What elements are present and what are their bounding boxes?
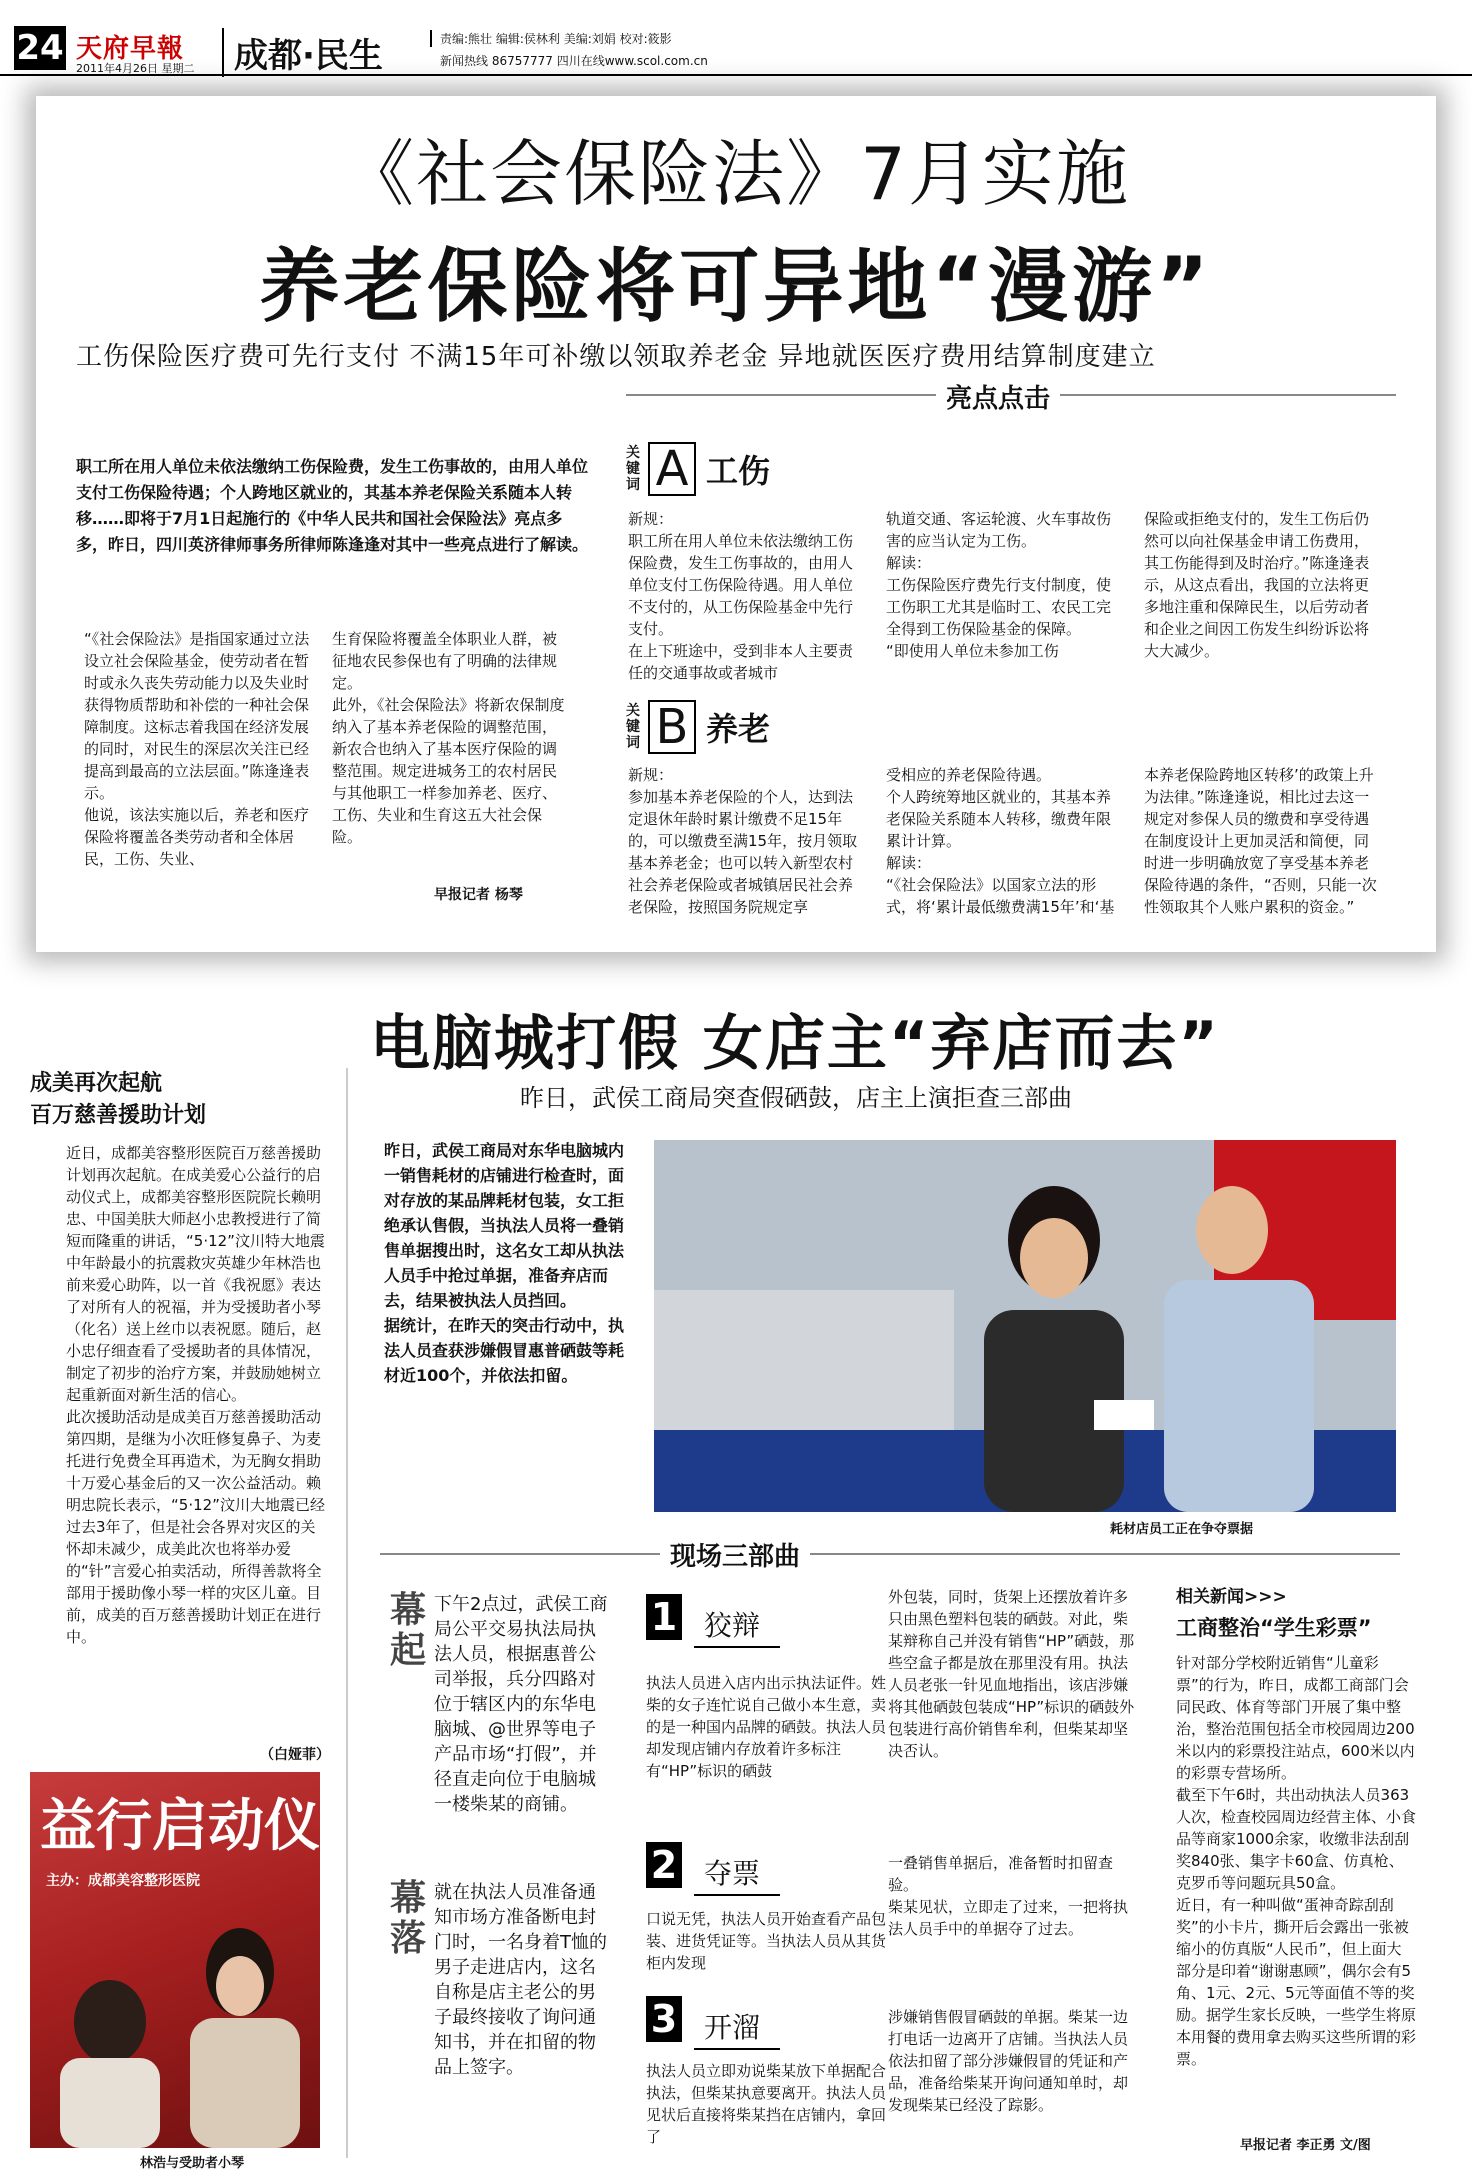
closing-label: 幕落 <box>390 1877 427 1959</box>
related-news-title: 工商整治“学生彩票” <box>1176 1616 1372 1640</box>
feature-intro-col1: “《社会保险法》是指国家通过立法设立社会保险基金，使劳动者在暂时或永久丧失劳动能力以及失业时获得物质帮助和补偿的一种社会保障制度。这标志着我国在经济发展的同时，对民生的深层次关注已经提高到最高的立法层面。”陈逢逢表示。 他说，该法实施以后，养老和医疗保险将覆盖各类劳动者和全体居民，工伤、失业、 <box>84 630 310 868</box>
sidebar-photo <box>30 1772 320 2148</box>
shop-scene <box>654 1140 1396 1512</box>
feature-subtitle: 工伤保险医疗费可先行支付 不满15年可补缴以领取养老金 异地就医医疗费用结算制度建立 <box>76 342 1156 372</box>
feature-lead: 职工所在用人单位未依法缴纳工伤保险费，发生工伤事故的，由用人单位支付工伤保险待遇；个人跨地区就业的，其基本养老保险关系随本人转移……即将于7月1日起施行的《中华人民共和国社会保险法》亮点多多，昨日，四川英济律师事务所律师陈逢逢对其中一些亮点进行了解读。 <box>76 457 589 554</box>
act-number-3: 3 <box>646 1996 682 2042</box>
act-3-col1: 执法人员立即劝说柴某放下单据配合执法，但柴某执意要离开。执法人员见状后直接将柴某挡在店铺内，拿回了 <box>646 2062 887 2146</box>
editor-credits: 责编:熊壮 编辑:侯林利 美编:刘娟 校对:筱影 <box>430 30 672 47</box>
scene-header <box>380 1536 1400 1570</box>
feature-byline: 早报记者 杨琴 <box>434 887 523 903</box>
section-a-col2: 轨道交通、客运轮渡、火车事故伤害的应当认定为工伤。 解读： 工伤保险医疗费先行支付制度，使工伤职工尤其是临时工、农民工完全得到工伤保险基金的保障。 “即使用人单位未参加工伤 <box>886 510 1112 660</box>
section-b-col2: 受相应的养老保险待遇。 个人跨统筹地区就业的，其基本养老保险关系随本人转移，缴费年限累计计算。 解读： “《社会保险法》以国家立法的形式，将‘累计最低缴费满15年’和‘基 <box>886 766 1115 916</box>
people-figure <box>30 1772 320 2148</box>
related-news-label: 相关新闻>>> <box>1176 1587 1287 1607</box>
highlights-label: 亮点点击 <box>936 378 1060 415</box>
related-news-byline: 早报记者 李正勇 文/图 <box>1240 2138 1371 2153</box>
act-1-col2: 外包装，同时，货架上还摆放着许多只由黑色塑料包装的硒鼓。对此，柴某辩称自己并没有销售“HP”硒鼓，那些空盒子都是放在那里没有用。执法人员老张一针见血地指出，该店涉嫌将其他硒鼓包装成“HP”标识的硒鼓外包装进行高价销售牟利，但柴某却坚决否认。 <box>888 1588 1135 1760</box>
act-2-col2: 一叠销售单据后，准备暂时扣留查验。 柴某见状，立即走了过来，一把将执法人员手中的单据夺了过去。 <box>888 1854 1129 1938</box>
sidebar-photo-caption: 林浩与受助者小琴 <box>140 2156 245 2171</box>
keyword-title-b: 养老 <box>706 710 771 748</box>
section-b-col1: 新规： 参加基本养老保险的个人，达到法定退休年龄时累计缴费不足15年的，可以缴费至满15年，按月领取基本养老金；也可以转入新型农村社会养老保险或者城镇居民社会养老保险，按照国务院规定享 <box>628 766 858 916</box>
feature-article <box>36 96 1436 952</box>
opening-label: 幕起 <box>390 1589 427 1671</box>
story2-photo <box>654 1140 1396 1512</box>
banner-text: 益行启动仪 <box>40 1794 320 1859</box>
feature-intro-col2: 生育保险将覆盖全体职业人群，被征地农民参保也有了明确的法律规定。 此外，《社会保险法》将新农保制度纳入了基本养老保险的调整范围，新农合也纳入了基本医疗保险的调整范围。规定进城务工的农村居民与其他职工一样参加养老、医疗、工伤、失业和生育这五大社会保险。 <box>332 630 565 846</box>
sidebar-left-author: （白娅菲） <box>260 1747 330 1763</box>
keyword-tag: 关键词 <box>626 703 640 751</box>
banner-small-text: 主办：成都美容整形医院 <box>46 1873 200 1889</box>
act-title-3: 开溜 <box>694 2006 780 2050</box>
story2-lead: 昨日，武侯工商局对东华电脑城内一销售耗材的店铺进行检查时，面对存放的某品牌耗材包装，女工拒绝承认售假，当执法人员将一叠销售单据搜出时，这名女工却从执法人员手中抢过单据，准备弃店而去，结果被执法人员挡回。 据统计，在昨天的突击行动中，执法人员查获涉嫌假冒惠普硒鼓等耗材近100个，并依法扣留。 <box>384 1141 625 1385</box>
sidebar-left-title: 成美再次起航 百万慈善援助计划 <box>30 1071 207 1128</box>
keyword-letter-b: B <box>648 700 696 754</box>
keyword-letter-a: A <box>648 442 696 496</box>
feature-title-line1: 《社会保险法》7月实施 <box>342 132 1130 216</box>
act-1-col1: 执法人员进入店内出示执法证件。姓柴的女子连忙说自己做小本生意，卖的是一种国内品牌的硒鼓。执法人员却发现店铺内存放着许多标注有“HP”标识的硒鼓 <box>646 1674 887 1780</box>
related-news-body: 针对部分学校附近销售“儿童彩票”的行为，昨日，成都工商部门会同民政、体育等部门开展了集中整治，整治范围包括全市校园周边200米以内的彩票投注站点，600米以内的彩票专营场所。 截至下午6时，共出动执法人员363人次，检查校园周边经营主体、小食品等商家1000余家，收缴非法刮刮奖840张、集字卡60盒、仿真枪、克罗币等问题玩具50盒。 近日，有一种叫做“蛋神奇踪刮刮奖”的小卡片，撕开后会露出一张被缩小的仿真版“人民币”，但上面大部分是印着“谢谢惠顾”，偶尔会有5角、1元、2元、5元等面值不等的奖励。据学生家长反映，一些学生将原本用餐的费用拿去购买这些所谓的彩票。 <box>1176 1654 1417 2068</box>
section-a-col1: 新规： 职工所在用人单位未依法缴纳工伤保险费，发生工伤事故的，由用人单位支付工伤保险待遇。用人单位不支付的，从工伤保险基金中先行支付。 在上下班途中，受到非本人主要责任的交通事故或者城市 <box>628 510 854 682</box>
section-b-col3: 本养老保险跨地区转移’的政策上升为法律。”陈逢逢说，相比过去这一规定对参保人员的缴费和享受待遇在制度设计上更加灵活和简便，同时进一步明确放宽了享受基本养老保险待遇的条件，“否则，只能一次性领取其个人账户累积的资金。” <box>1144 766 1377 916</box>
opening-text: 下午2点过，武侯工商局公平交易执法局执法人员，根据惠普公司举报，兵分四路对位于辖区内的东华电脑城、@世界等电子产品市场“打假”，并径直走向位于电脑城一楼柴某的商铺。 <box>434 1594 608 1815</box>
act-title-2: 夺票 <box>694 1852 780 1896</box>
section-name: 成都·民生 <box>222 28 383 77</box>
scene-label: 现场三部曲 <box>660 1536 810 1573</box>
column-divider <box>346 1068 348 2158</box>
keyword-tag: 关键词 <box>626 445 640 493</box>
highlights-header <box>626 378 1396 412</box>
news-hotline: 新闻热线 86757777 四川在线www.scol.com.cn <box>440 54 708 68</box>
masthead <box>0 0 1472 76</box>
act-2-col1: 口说无凭，执法人员开始查看产品包装、进货凭证等。当执法人员从其货柜内发现 <box>646 1910 887 1972</box>
feature-title-line2: 养老保险将可异地“漫游” <box>259 240 1213 333</box>
story2-photo-caption: 耗材店员工正在争夺票据 <box>1110 1522 1254 1537</box>
keyword-title-a: 工伤 <box>706 452 771 490</box>
act-number-2: 2 <box>646 1842 682 1888</box>
paper-name: 天府早報 <box>76 34 185 64</box>
act-number-1: 1 <box>646 1594 682 1640</box>
page-number: 24 <box>14 26 66 70</box>
scene-rule <box>380 1553 1400 1555</box>
closing-text: 就在执法人员准备通知市场方准备断电封门时，一名身着T恤的男子走进店内，这名自称是店主老公的男子最终接收了询问通知书，并在扣留的物品上签字。 <box>434 1882 607 2078</box>
keyword-a <box>626 442 770 496</box>
section-a-col3: 保险或拒绝支付的，发生工伤后仍然可以向社保基金申请工伤费用，其工伤能得到及时治疗。”陈逢逢表示，从这点看出，我国的立法将更多地注重和保障民生，以后劳动者和企业之间因工伤发生纠纷诉讼将大大减少。 <box>1144 510 1370 660</box>
act-3-col2: 涉嫌销售假冒硒鼓的单据。柴某一边打电话一边离开了店铺。当执法人员依法扣留了部分涉嫌假冒的凭证和产品，准备给柴某开询问通知单时，却发现柴某已经没了踪影。 <box>888 2008 1129 2114</box>
act-title-1: 狡辩 <box>694 1604 780 1648</box>
sidebar-left-body: 近日，成都美容整形医院百万慈善援助计划再次起航。在成美爱心公益行的启动仪式上，成都美容整形医院院长赖明忠、中国美肤大师赵小忠教授进行了简短而隆重的讲话，“5·12”汶川特大地震中年龄最小的抗震救灾英雄少年林浩也前来爱心助阵，以一首《我祝愿》表达了对所有人的祝福，并为受援助者小琴（化名）送上丝巾以表祝愿。随后，赵小忠仔细查看了受援助者的具体情况，制定了初步的治疗方案，并鼓励她树立起重新面对新生活的信心。 此次援助活动是成美百万慈善援助活动第四期，是继为小次旺修复鼻子、为麦托进行免费全耳再造术，为无胸女捐助十万爱心基金后的又一次公益活动。赖明忠院长表示，“5·12”汶川大地震已经过去3年了，但是社会各界对灾区的关怀却未减少，成美此次也将举办爱的“针”言爱心拍卖活动，所得善款将全部用于援助像小琴一样的灾区儿童。目前，成美的百万慈善援助计划正在进行中。 <box>66 1144 325 1646</box>
keyword-b <box>626 700 770 754</box>
story2-title: 电脑城打假 女店主“弃店而去” <box>370 1009 1220 1079</box>
issue-date: 2011年4月26日 星期二 <box>76 62 195 75</box>
story2-subtitle: 昨日，武侯工商局突查假硒鼓，店主上演拒查三部曲 <box>520 1084 1072 1112</box>
